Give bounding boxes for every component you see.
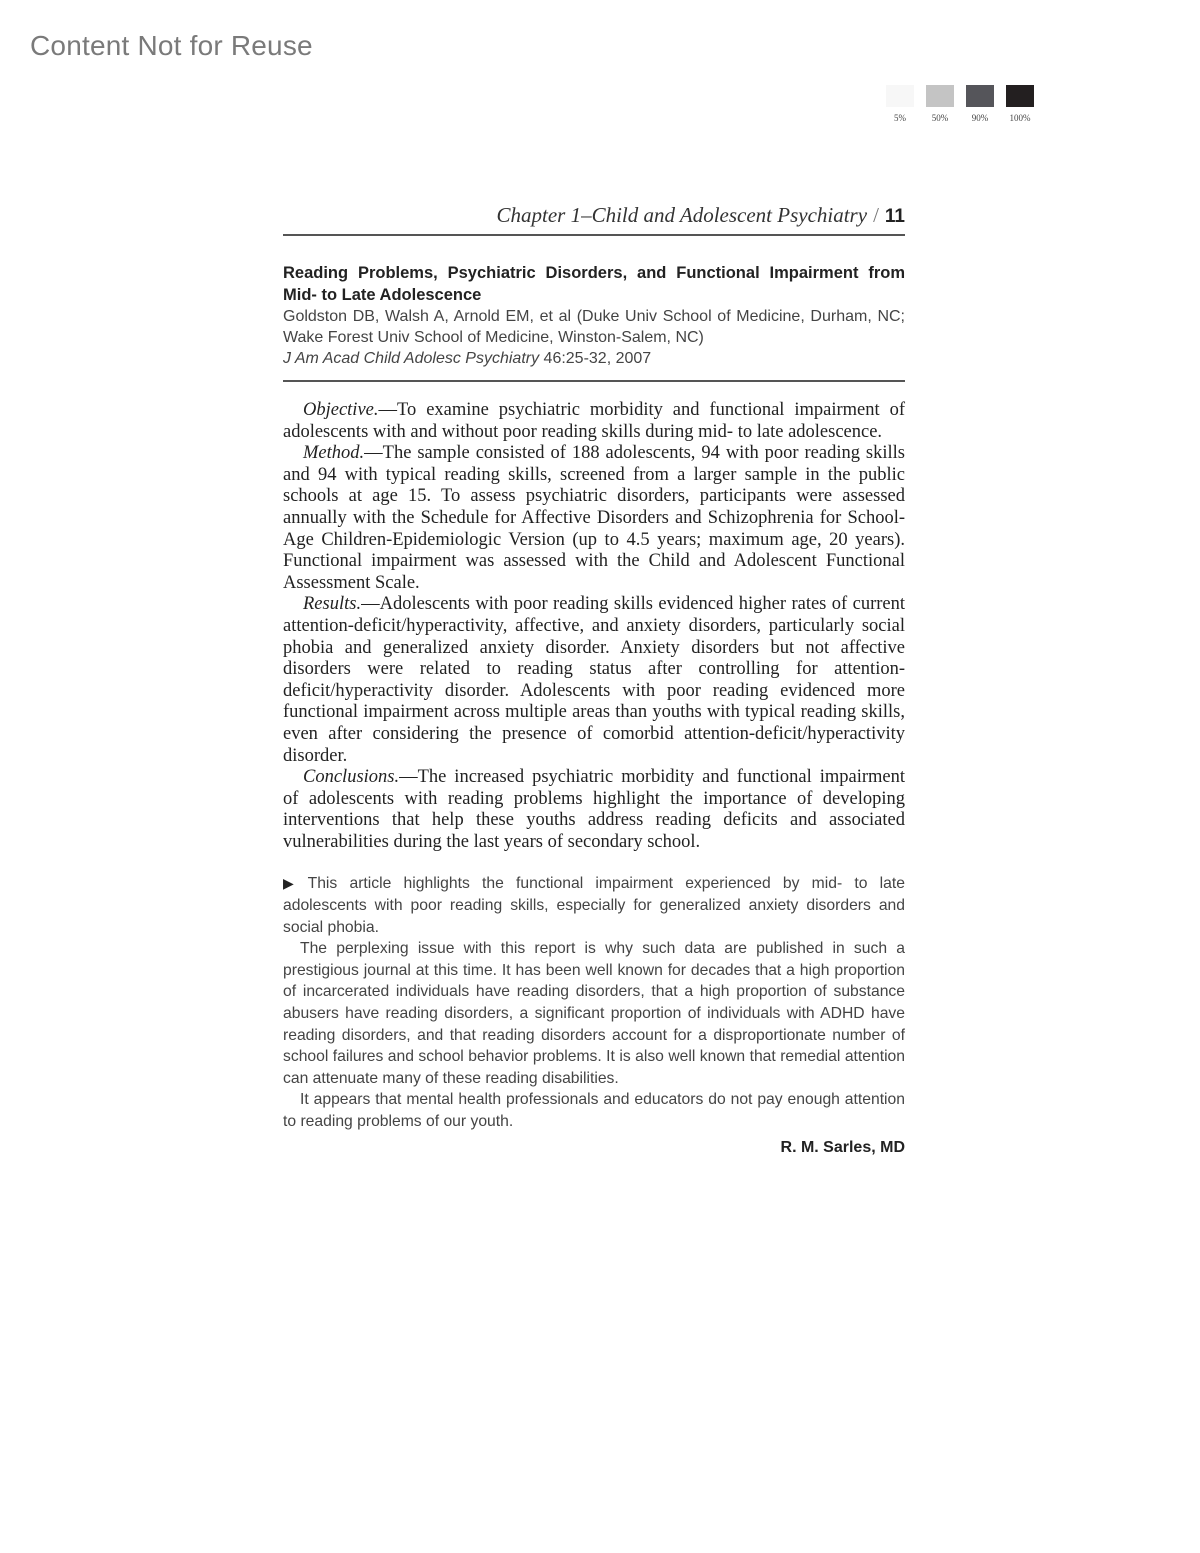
- citation-details: 46:25-32, 2007: [539, 350, 652, 367]
- swatch-chip: [1006, 85, 1034, 107]
- swatch-label: 5%: [894, 113, 906, 123]
- objective-text: —To examine psychiatric morbidity and functional impairment of adolescents with and without poor reading skills during mid- to late adolescence.: [283, 400, 905, 442]
- abstract-results: [283, 594, 905, 767]
- watermark: Content Not for Reuse: [30, 30, 313, 61]
- swatch-100: [1006, 85, 1034, 123]
- commentary-text: This article highlights the functional impairment experienced by mid- to late adolescents with poor reading skills, especially for generalized anxiety disorders and social phobia.: [283, 875, 905, 936]
- page-number: 11: [884, 206, 905, 227]
- triangle-bullet-icon: ▶: [283, 875, 302, 892]
- commentary: [283, 873, 905, 1158]
- swatch-90: [966, 85, 994, 123]
- conclusions-label: Conclusions.: [303, 767, 400, 788]
- swatch-chip: [926, 85, 954, 107]
- method-text: —The sample consisted of 188 adolescents, 94 with poor reading skills and 94 with typical reading skills, screened from a larger sample in the public schools at age 15. To assess psychiatric disorders, participants were assessed annually with the Schedule for Affective Disorders and Schizophrenia for School-Age Children-Epidemiologic Version (up to 4.5 years; maximum age, 20 years). Functional impairment was assessed with the Child and Adolescent Functional Assessment Scale.: [283, 443, 905, 593]
- article-header: [283, 262, 905, 382]
- objective-label: Objective.: [303, 400, 379, 420]
- abstract-method: [283, 443, 905, 594]
- results-label: Results.: [303, 594, 362, 615]
- abstract-objective: [283, 400, 905, 443]
- commentary-signature: R. M. Sarles, MD: [780, 1138, 905, 1156]
- commentary-paragraph: [283, 873, 905, 938]
- swatch-chip: [966, 85, 994, 107]
- swatch-label: 90%: [971, 113, 989, 123]
- abstract: [283, 400, 905, 853]
- abstract-conclusions: [283, 767, 905, 853]
- commentary-paragraph: The perplexing issue with this report is why such data are published in such a prestigious journal at this time. It has been well known for decades that a high proportion of incarcerated individuals have reading disorders, that a high proportion of substance abusers have reading disorders, a significant proportion of individuals with ADHD have reading disorders, and that reading disorders account for a disproportionate number of school failures and school behavior problems. It is also well known that remedial attention can attenuate many of these reading disabilities.: [283, 940, 905, 1087]
- running-head: [283, 203, 905, 236]
- color-calibration-bar: [886, 85, 1034, 123]
- book-page: [283, 203, 905, 1158]
- journal-name: J Am Acad Child Adolesc Psychiatry: [283, 350, 540, 367]
- article-citation: [283, 348, 905, 370]
- swatch-50: [926, 85, 954, 123]
- conclusions-text: —The increased psychiatric morbidity and functional impairment of adolescents with reading problems highlight the importance of developing interventions that help these youths address reading deficits and associated vulnerabilities during the last years of secondary school.: [283, 767, 905, 852]
- commentary-paragraph: It appears that mental health professionals and educators do not pay enough attention to reading problems of our youth.: [283, 1091, 905, 1130]
- article-authors: Goldston DB, Walsh A, Arnold EM, et al (Duke Univ School of Medicine, Durham, NC; Wake Forest Univ School of Medicine, Winston-Salem, NC): [283, 308, 905, 346]
- swatch-5: [886, 85, 914, 123]
- method-label: Method.: [303, 443, 365, 464]
- article-title: Reading Problems, Psychiatric Disorders, and Functional Impairment from Mid- to Late Adolescence: [283, 264, 905, 304]
- swatch-label: 100%: [1009, 113, 1031, 123]
- swatch-label: 50%: [931, 113, 949, 123]
- results-text: —Adolescents with poor reading skills evidenced higher rates of current attention-deficit/hyperactivity, affective, and anxiety disorders, particularly social phobia and generalized anxiety disorder. Anxiety disorders but not affective disorders were related to reading status after controlling for attention-deficit/hyperactivity disorder. Adolescents with poor reading evidenced more functional impairment across multiple areas than youths with typical reading skills, even after considering the presence of comorbid attention-deficit/hyperactivity disorder.: [283, 594, 905, 766]
- header-separator: /: [873, 203, 879, 227]
- swatch-chip: [886, 85, 914, 107]
- chapter-title: Chapter 1–Child and Adolescent Psychiatry: [496, 203, 868, 227]
